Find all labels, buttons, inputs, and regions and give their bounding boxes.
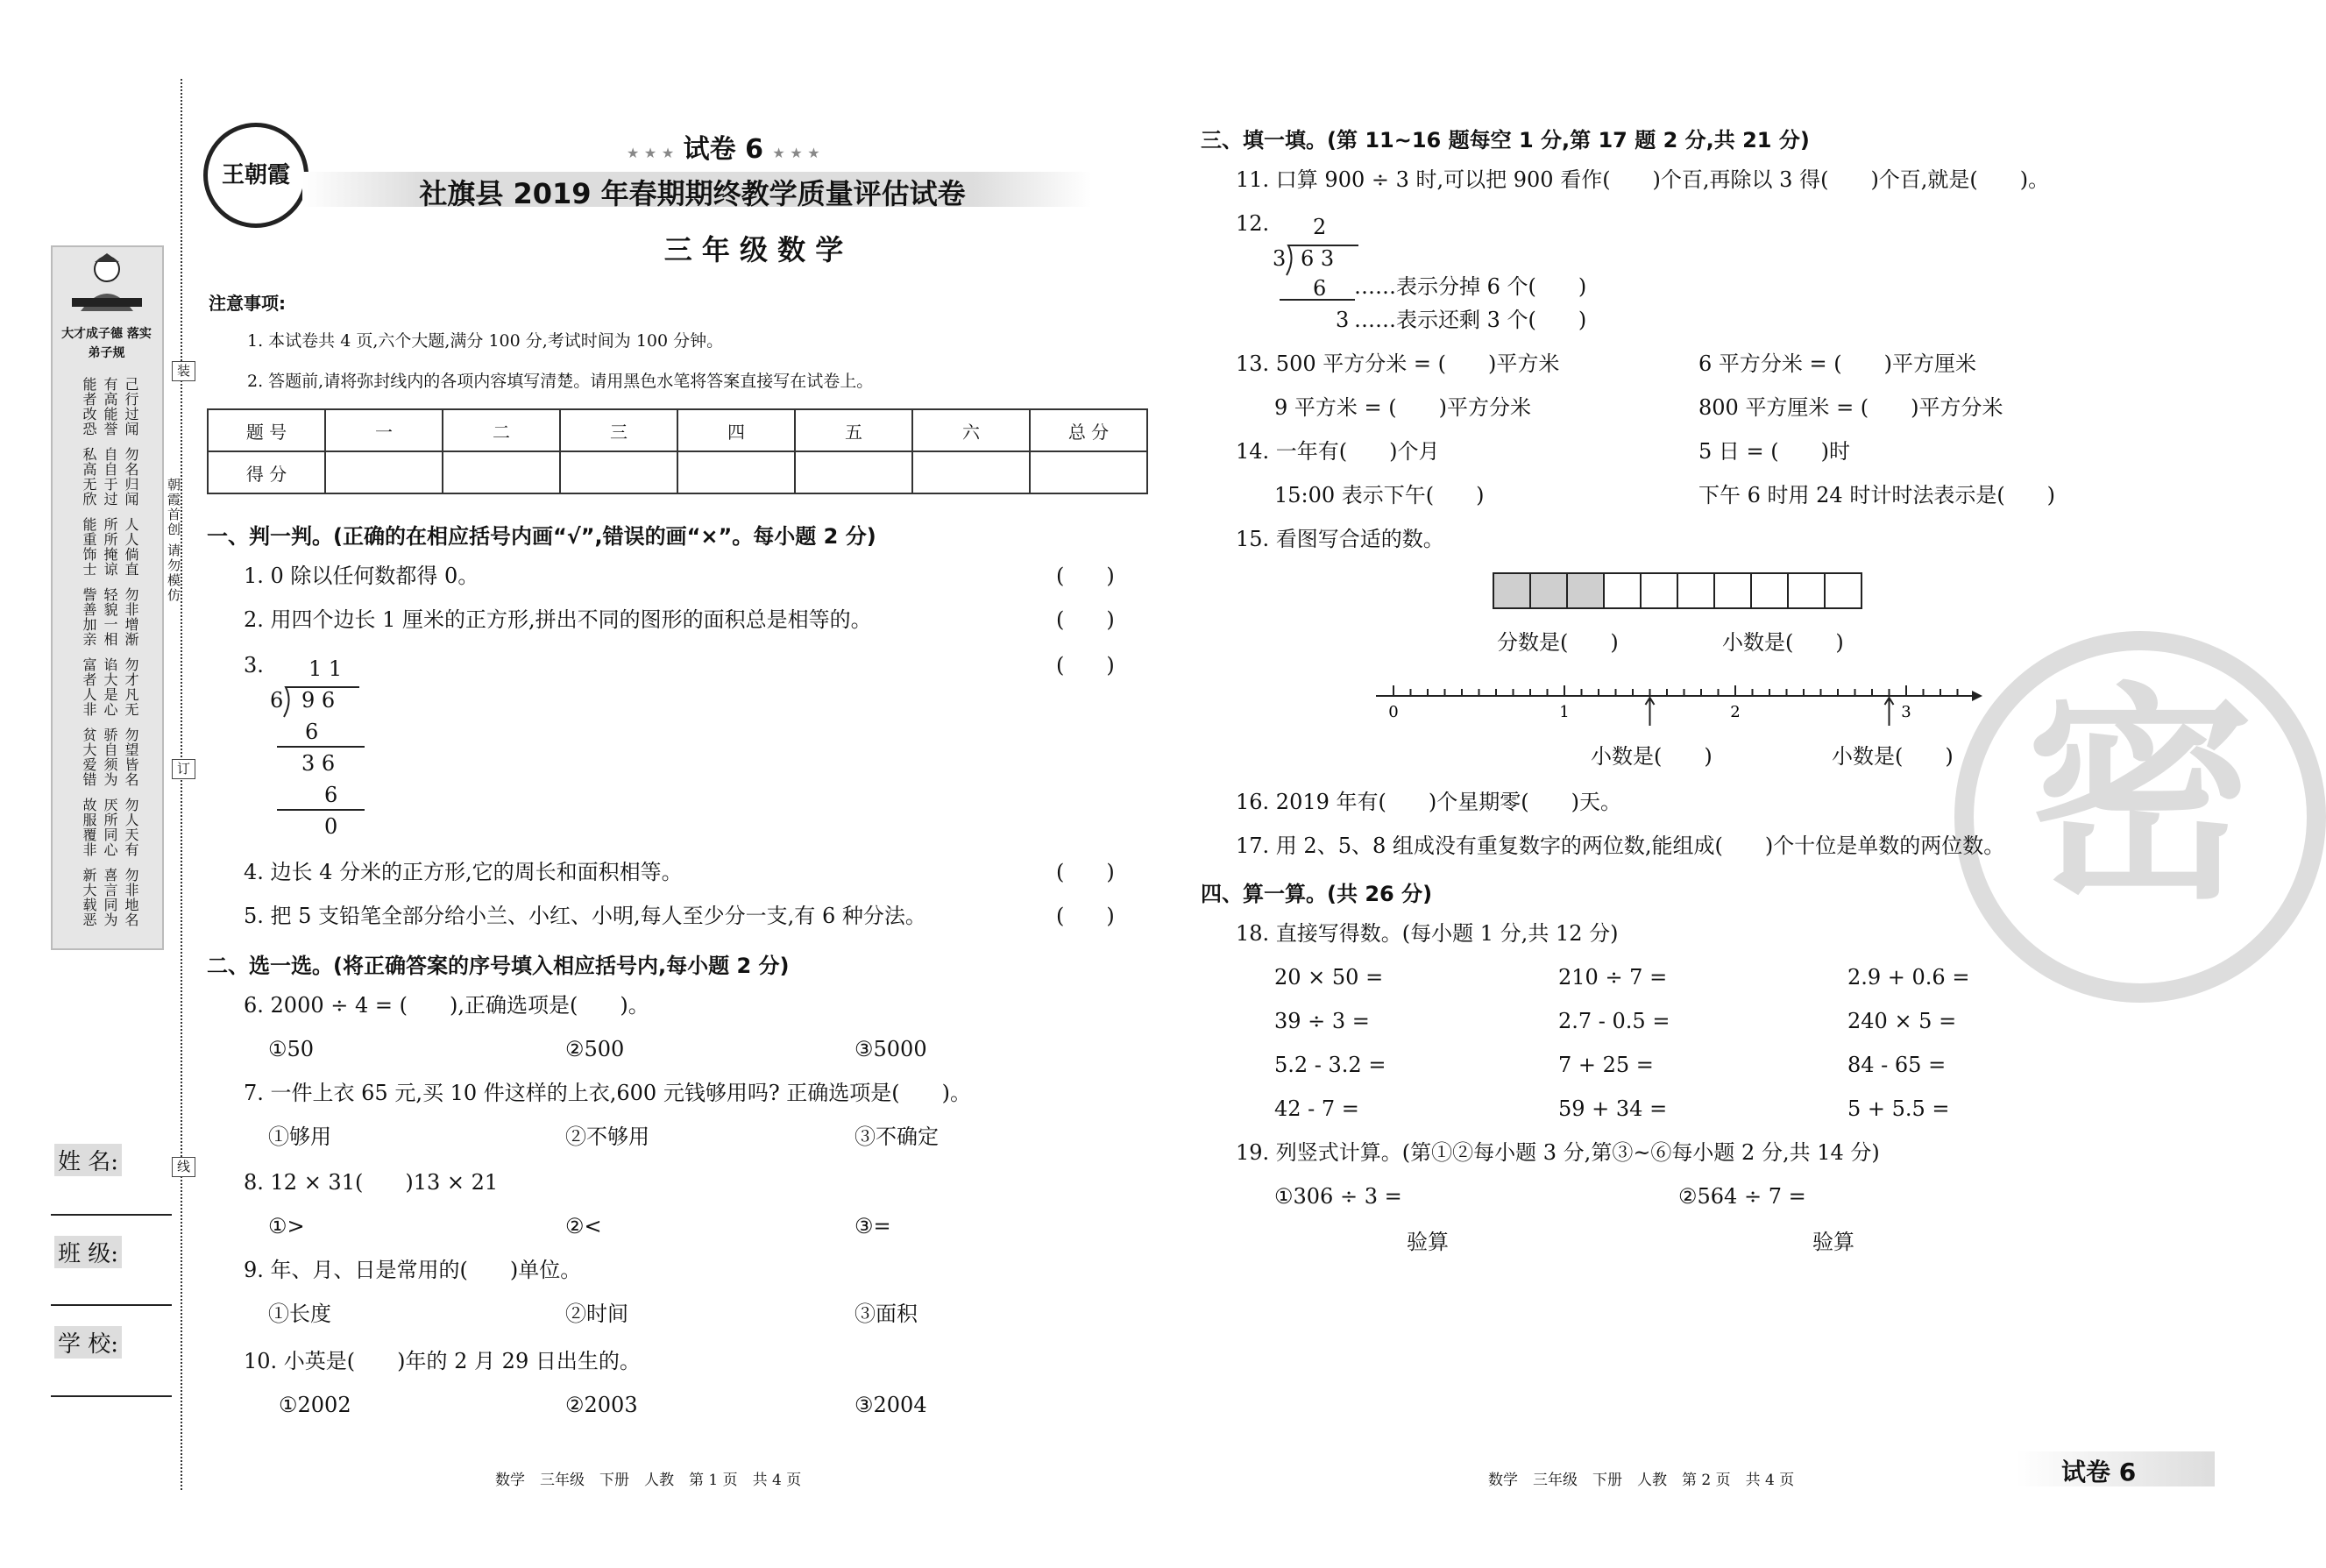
calc-item: 5 + 5.5 = (1847, 1096, 1950, 1121)
option[interactable]: ①2002 (279, 1393, 351, 1417)
score-header-cell: 六 (912, 409, 1030, 451)
answer-paren[interactable]: ( ) (1056, 653, 1115, 678)
motto-column: 有高能誉 (102, 377, 118, 436)
name-field[interactable] (51, 1214, 172, 1216)
footer-right: 数学 三年级 下册 人教 第 2 页 共 4 页 (1488, 1472, 1795, 1489)
option[interactable]: ③不确定 (855, 1125, 939, 1149)
answer-paren[interactable]: ( ) (1056, 564, 1115, 588)
motto-block (61, 727, 158, 794)
logo (203, 123, 308, 228)
grid-cell (1788, 573, 1825, 608)
motto-grid (61, 377, 158, 938)
calc-item: 20 × 50 = (1274, 965, 1384, 990)
option[interactable]: ③= (855, 1214, 891, 1238)
score-input-cell[interactable] (325, 451, 443, 493)
score-input-cell[interactable] (560, 451, 677, 493)
score-input-cell[interactable] (912, 451, 1030, 493)
s3-q13d: 800 平方厘米 = ( )平方分米 (1698, 395, 2003, 420)
step-1: 6 (1313, 276, 1327, 301)
option[interactable]: ①够用 (268, 1125, 331, 1149)
answer-paren[interactable]: ( ) (1056, 904, 1115, 928)
divisor: 3 (1273, 246, 1287, 271)
score-header-cell: 一 (325, 409, 443, 451)
section3-title: 三、填一填。(第 11~16 题每空 1 分,第 17 题 2 分,共 21 分) (1201, 128, 1810, 153)
grid-cell-shaded (1493, 573, 1530, 608)
step-2: 3 6 (301, 751, 336, 776)
subject-title: 三 年 级 数 学 (663, 233, 844, 266)
axis-label: 2 (1730, 703, 1741, 721)
calc-item: 240 × 5 = (1847, 1009, 1957, 1033)
binding-mark-3: 线 (172, 1157, 195, 1177)
logo-text: 王朝霞 (221, 162, 290, 188)
axis-label: 3 (1901, 703, 1911, 721)
q15-number-line (1367, 675, 1989, 727)
score-table (207, 408, 1148, 494)
s3-q13c: 9 平方米 = ( )平方分米 (1274, 395, 1531, 420)
calc-item: 2.7 - 0.5 = (1558, 1009, 1670, 1033)
calc-item: 84 - 65 = (1847, 1053, 1947, 1077)
section4-title: 四、算一算。(共 26 分) (1201, 882, 1433, 906)
class-label: 班 级: (54, 1236, 122, 1268)
score-table-row (208, 451, 1147, 493)
calc-item: 7 + 25 = (1558, 1053, 1654, 1077)
quotient: 1 1 (308, 656, 343, 681)
score-row-label: 得 分 (208, 451, 325, 493)
option[interactable]: ②2003 (565, 1393, 638, 1417)
notice-title: 注意事项: (209, 293, 286, 314)
score-input-cell[interactable] (677, 451, 795, 493)
exam-number: ★ ★ ★ 试卷 6 ★ ★ ★ (627, 134, 820, 165)
name-label: 姓 名: (54, 1144, 122, 1176)
exam-title: 社旗县 2019 年春期期终教学质量评估试卷 (419, 177, 966, 210)
option[interactable]: ②< (565, 1214, 602, 1238)
q15-grid (1492, 571, 1863, 610)
option[interactable]: ①> (268, 1214, 305, 1238)
s3-q14d: 下午 6 时用 24 时计时法表示是( ) (1698, 483, 2056, 507)
s2-q7: 7. 一件上衣 65 元,买 10 件这样的上衣,600 元钱够用吗? 正确选项是( )。 (244, 1081, 972, 1105)
dotted-cut-line (181, 79, 182, 1490)
motto-block (61, 798, 158, 864)
s3-q17: 17. 用 2、5、8 组成没有重复数字的两位数,能组成( )个十位是单数的两位数。 (1236, 834, 2005, 858)
s4-q18: 18. 直接写得数。(每小题 1 分,共 12 分) (1236, 921, 1619, 946)
motto-column: 富者人非 (81, 657, 97, 717)
motto-column: 勿望皆名 (123, 727, 139, 787)
option[interactable]: ②500 (565, 1037, 625, 1061)
s1-q5: 5. 把 5 支铅笔全部分给小兰、小红、小明,每人至少分一支,有 6 种分法。 (244, 904, 926, 928)
binding-mark-1: 装 (172, 361, 195, 381)
s3-q13a: 13. 500 平方分米 = ( )平方米 (1236, 351, 1560, 376)
s3-q15-dec2: 小数是( ) (1832, 744, 1954, 769)
calc-item: 2.9 + 0.6 = (1847, 965, 1970, 990)
motto-block (61, 517, 158, 584)
motto-column: 轻貌一相 (102, 587, 118, 647)
school-field[interactable] (51, 1395, 172, 1397)
option[interactable]: ①长度 (268, 1302, 331, 1326)
s3-q16: 16. 2019 年有( )个星期零( )天。 (1236, 790, 1621, 814)
motto-column: 人人倘直 (123, 517, 139, 577)
grid-cell (1677, 573, 1714, 608)
motto-column: 勿非增渐 (123, 587, 139, 647)
score-input-cell[interactable] (795, 451, 912, 493)
score-header-cell: 题 号 (208, 409, 325, 451)
score-header-cell: 四 (677, 409, 795, 451)
section1-title: 一、判一判。(正确的在相应括号内画“√”,错误的画“×”。每小题 2 分) (207, 524, 876, 549)
motto-column: 喜言同为 (102, 868, 118, 927)
score-table-header (208, 409, 1147, 451)
s4-q19a: ①306 ÷ 3 = (1274, 1184, 1402, 1209)
step-4: 0 (324, 814, 338, 839)
motto-block (61, 868, 158, 934)
s3-q11: 11. 口算 900 ÷ 3 时,可以把 900 看作( )个百,再除以 3 得( )个百,就是( )。 (1236, 167, 2050, 192)
grid-cell (1604, 573, 1641, 608)
s4-q19: 19. 列竖式计算。(第①②每小题 3 分,第③~⑥每小题 2 分,共 14 分) (1236, 1140, 1880, 1165)
calc-item: 59 + 34 = (1558, 1096, 1668, 1121)
section2-title: 二、选一选。(将正确答案的序号填入相应括号内,每小题 2 分) (207, 954, 790, 978)
axis-arrowhead (1972, 691, 1982, 701)
division-bracket (263, 652, 377, 827)
option[interactable]: ②时间 (565, 1302, 628, 1326)
motto-column: 谄大是心 (102, 657, 118, 717)
notice-1: 1. 本试卷共 4 页,六个大题,满分 100 分,考试时间为 100 分钟。 (247, 331, 724, 351)
s1-q3: 3. (244, 653, 264, 678)
option[interactable]: ①50 (268, 1037, 315, 1061)
motto-column: 勿人天有 (123, 798, 139, 857)
axis-label: 1 (1559, 703, 1570, 721)
grid-cell (1751, 573, 1788, 608)
dividend: 9 6 (301, 688, 336, 713)
score-input-cell[interactable] (443, 451, 560, 493)
motto-column: 能重饰士 (81, 517, 97, 577)
option[interactable]: ③5000 (855, 1037, 927, 1061)
sidebar (0, 0, 191, 1568)
s3-q14b: 5 日 = ( )时 (1698, 439, 1850, 464)
motto-top: 大才成子德 落实弟子规 (61, 327, 152, 360)
s3-q13b: 6 平方分米 = ( )平方厘米 (1698, 351, 1976, 376)
score-input-cell[interactable] (1030, 451, 1147, 493)
motto-column: 勿非地名 (123, 868, 139, 927)
calc-item: 210 ÷ 7 = (1558, 965, 1668, 990)
motto-block (61, 587, 158, 654)
step-1: 6 (305, 720, 319, 744)
s3-q12: 12. (1236, 211, 1270, 236)
motto-column: 私高无欣 (81, 447, 97, 507)
answer-paren[interactable]: ( ) (1056, 607, 1115, 632)
secret-stamp (1954, 631, 2326, 1003)
grid-cell-shaded (1530, 573, 1567, 608)
dividend: 6 3 (1301, 246, 1335, 271)
axis-label: 0 (1388, 703, 1399, 721)
footer-tag: 试卷 6 (2061, 1458, 2137, 1486)
grid-cell-shaded (1567, 573, 1604, 608)
motto-column: 骄自须为 (102, 727, 118, 787)
motto-column: 新大载恶 (81, 868, 97, 927)
step-2: 3 (1336, 308, 1350, 332)
motto-column: 所所掩谅 (102, 517, 118, 577)
long-division-q3 (263, 652, 377, 839)
option[interactable]: ③2004 (855, 1393, 927, 1417)
grid-cell (1641, 573, 1677, 608)
s3-q15-fraction: 分数是( ) (1497, 630, 1619, 655)
s3-q12-note2: ……表示还剩 3 个( ) (1354, 308, 1587, 332)
s2-q6: 6. 2000 ÷ 4 = ( ),正确选项是( )。 (244, 993, 649, 1018)
motto-column: 故服覆非 (81, 798, 97, 857)
option[interactable]: ②不够用 (565, 1125, 649, 1149)
notice-2: 2. 答题前,请将弥封线内的各项内容填写清楚。请用黑色水笔将答案直接写在试卷上。 (247, 372, 874, 391)
s2-q9: 9. 年、月、日是常用的( )单位。 (244, 1258, 582, 1282)
secret-stamp-text: 密 (2026, 665, 2254, 930)
s1-q4: 4. 边长 4 分米的正方形,它的周长和面积相等。 (244, 860, 683, 884)
calc-item: 42 - 7 = (1274, 1096, 1359, 1121)
scholar-illustration (63, 250, 151, 320)
score-header-cell: 二 (443, 409, 560, 451)
s3-q15-decimal: 小数是( ) (1722, 630, 1844, 655)
step-3: 6 (324, 783, 338, 807)
s4-q19b: ②564 ÷ 7 = (1678, 1184, 1806, 1209)
footer-left: 数学 三年级 下册 人教 第 1 页 共 4 页 (495, 1472, 802, 1489)
calc-item: 5.2 - 3.2 = (1274, 1053, 1386, 1077)
motto-column: 厌所同心 (102, 798, 118, 857)
divisor: 6 (270, 688, 284, 713)
s2-q8: 8. 12 × 31( )13 × 21 (244, 1170, 499, 1195)
answer-paren[interactable]: ( ) (1056, 860, 1115, 884)
motto-column: 勿名归闻 (123, 447, 139, 507)
s1-q2: 2. 用四个边长 1 厘米的正方形,拼出不同的图形的面积总是相等的。 (244, 607, 872, 632)
s2-q10: 10. 小英是( )年的 2 月 29 日出生的。 (244, 1349, 641, 1373)
calc-item: 39 ÷ 3 = (1274, 1009, 1370, 1033)
motto-column: 己行过闻 (123, 377, 139, 436)
s3-q15: 15. 看图写合适的数。 (1236, 527, 1444, 551)
check-label: 验算 (1407, 1230, 1449, 1254)
score-header-cell: 五 (795, 409, 912, 451)
score-header-cell: 三 (560, 409, 677, 451)
s3-q12-note1: ……表示分掉 6 个( ) (1354, 274, 1587, 299)
motto-column: 贫大爱错 (81, 727, 97, 787)
motto-column: 訾善加亲 (81, 587, 97, 647)
option[interactable]: ③面积 (855, 1302, 918, 1326)
quotient: 2 (1313, 215, 1327, 239)
binding-mark-2: 订 (172, 759, 195, 779)
s1-q1: 1. 0 除以任何数都得 0。 (244, 564, 479, 588)
class-field[interactable] (51, 1304, 172, 1306)
score-header-cell: 总 分 (1030, 409, 1147, 451)
motto-column: 自自于过 (102, 447, 118, 507)
binding-note: 朝霞首创 请勿模仿 (166, 478, 181, 603)
s3-q14a: 14. 一年有( )个月 (1236, 439, 1440, 464)
s3-q14c: 15:00 表示下午( ) (1274, 483, 1485, 507)
motto-column: 能者改恐 (81, 377, 97, 436)
motto-block (61, 657, 158, 724)
check-label: 验算 (1812, 1230, 1854, 1254)
motto-block (61, 447, 158, 514)
motto-block (61, 377, 158, 443)
motto-column: 勿才凡无 (123, 657, 139, 717)
s3-q15-dec1: 小数是( ) (1591, 744, 1713, 769)
grid-cell (1825, 573, 1862, 608)
grid-cell (1714, 573, 1751, 608)
school-label: 学 校: (54, 1326, 122, 1359)
